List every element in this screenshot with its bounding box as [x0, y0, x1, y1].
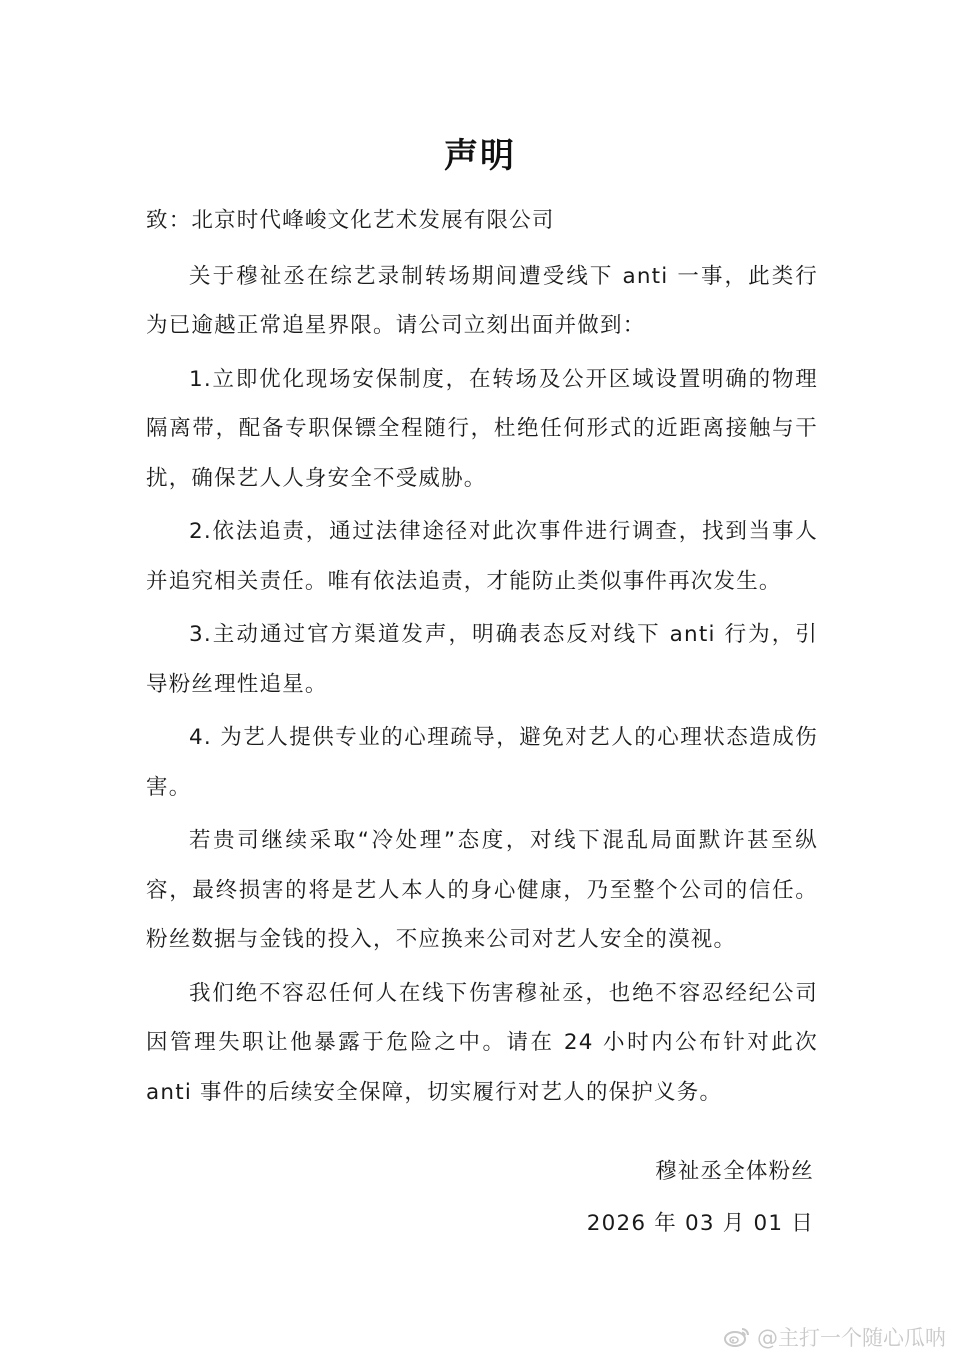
paragraph-intro: 关于穆祉丞在综艺录制转场期间遭受线下 anti 一事，此类行为已逾越正常追星界限。请公司立刻出面并做到： [146, 263, 818, 338]
paragraph-demand-2: 2.依法追责，通过法律途径对此次事件进行调查，找到当事人并追究相关责任。唯有依法追责，才能防止类似事件再次发生。 [146, 519, 818, 594]
paragraph-demand-4: 4. 为艺人提供专业的心理疏导，避免对艺人的心理状态造成伤害。 [146, 725, 818, 800]
statement-body [146, 196, 818, 1121]
signature: 穆祉丞全体粉丝 [655, 1159, 814, 1184]
watermark [723, 1322, 946, 1352]
paragraph-demand-3: 3.主动通过官方渠道发声，明确表态反对线下 anti 行为，引导粉丝理性追星。 [146, 622, 818, 697]
paragraph-demand-1: 1.立即优化现场安保制度，在转场及公开区域设置明确的物理隔离带，配备专职保镖全程随行，杜绝任何形式的近距离接触与干扰，确保艺人人身安全不受威胁。 [146, 366, 818, 491]
page-title: 声明 [444, 136, 516, 176]
recipient-line: 致：北京时代峰峻文化艺术发展有限公司 [146, 208, 555, 233]
paragraph-warning: 若贵司继续采取“冷处理”态度，对线下混乱局面默许甚至纵容，最终损害的将是艺人本人的身心健康，乃至整个公司的信任。粉丝数据与金钱的投入，不应换来公司对艺人安全的漠视。 [146, 828, 818, 952]
watermark-text: @主打一个随心瓜呐 [757, 1326, 946, 1350]
signature-date: 2026 年 03 月 01 日 [586, 1211, 814, 1236]
weibo-icon [723, 1325, 751, 1349]
paragraph-closing: 我们绝不容忍任何人在线下伤害穆祉丞，也绝不容忍经纪公司因管理失职让他暴露于危险之中。请在 24 小时内公布针对此次 anti 事件的后续安全保障，切实履行对艺人的保护义务。 [146, 980, 818, 1105]
